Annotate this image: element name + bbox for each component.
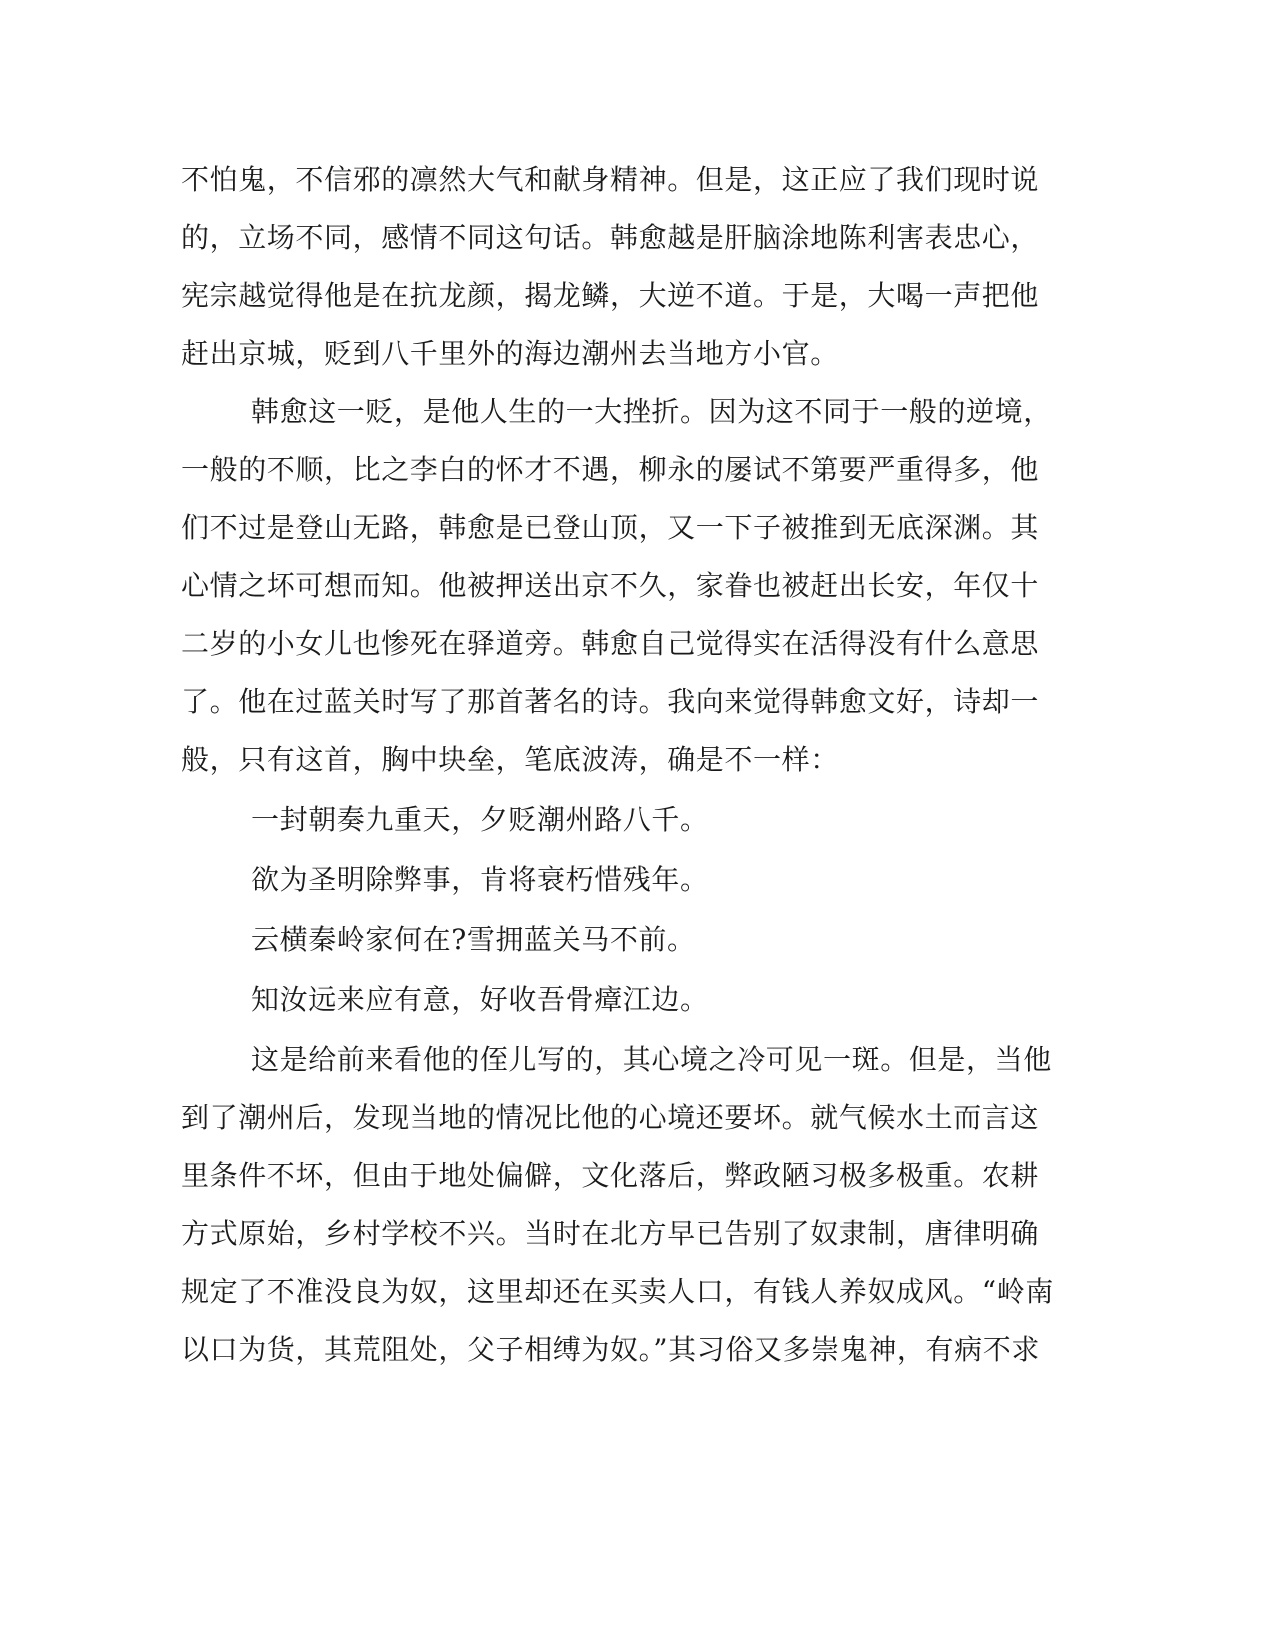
text-line: 里条件不坏，但由于地处偏僻，文化落后，弊政陋习极多极重。农耕 bbox=[181, 1159, 1040, 1192]
text-line: 不怕鬼，不信邪的凛然大气和献身精神。但是，这正应了我们现时说 bbox=[181, 163, 1040, 196]
text-line: 了。他在过蓝关时写了那首著名的诗。我向来觉得韩愈文好，诗却一 bbox=[181, 685, 1040, 718]
text-line: 的，立场不同，感情不同这句话。韩愈越是肝脑涂地陈利害表忠心， bbox=[181, 221, 1040, 254]
text-line: 以口为货，其荒阻处，父子相缚为奴。”其习俗又多崇鬼神，有病不求 bbox=[181, 1333, 1040, 1366]
paragraph-first-line: 这是给前来看他的侄儿写的，其心境之冷可见一斑。但是，当他 bbox=[251, 1043, 1052, 1076]
text-line: 们不过是登山无路，韩愈是已登山顶，又一下子被推到无底深渊。其 bbox=[181, 511, 1040, 544]
text-line: 规定了不准没良为奴，这里却还在买卖人口，有钱人养奴成风。“岭南 bbox=[181, 1275, 1054, 1308]
poem-line: 知汝远来应有意，好收吾骨瘴江边。 bbox=[251, 983, 709, 1016]
text-line: 一般的不顺，比之李白的怀才不遇，柳永的屡试不第要严重得多，他 bbox=[181, 453, 1040, 486]
paragraph-first-line: 韩愈这一贬，是他人生的一大挫折。因为这不同于一般的逆境， bbox=[251, 395, 1052, 428]
text-line: 赶出京城，贬到八千里外的海边潮州去当地方小官。 bbox=[181, 337, 839, 370]
poem-line: 一封朝奏九重天，夕贬潮州路八千。 bbox=[251, 803, 709, 836]
text-line: 到了潮州后，发现当地的情况比他的心境还要坏。就气候水土而言这 bbox=[181, 1101, 1040, 1134]
poem-line: 欲为圣明除弊事，肯将衰朽惜残年。 bbox=[251, 863, 709, 896]
poem-line: 云横秦岭家何在?雪拥蓝关马不前。 bbox=[251, 923, 696, 956]
text-line: 二岁的小女儿也惨死在驿道旁。韩愈自己觉得实在活得没有什么意思 bbox=[181, 627, 1040, 660]
text-line: 心情之坏可想而知。他被押送出京不久，家眷也被赶出长安，年仅十 bbox=[181, 569, 1040, 602]
text-line: 方式原始，乡村学校不兴。当时在北方早已告别了奴隶制，唐律明确 bbox=[181, 1217, 1040, 1250]
text-line: 般，只有这首，胸中块垒，笔底波涛，确是不一样： bbox=[181, 743, 839, 776]
text-line: 宪宗越觉得他是在抗龙颜，揭龙鳞，大逆不道。于是，大喝一声把他 bbox=[181, 279, 1040, 312]
